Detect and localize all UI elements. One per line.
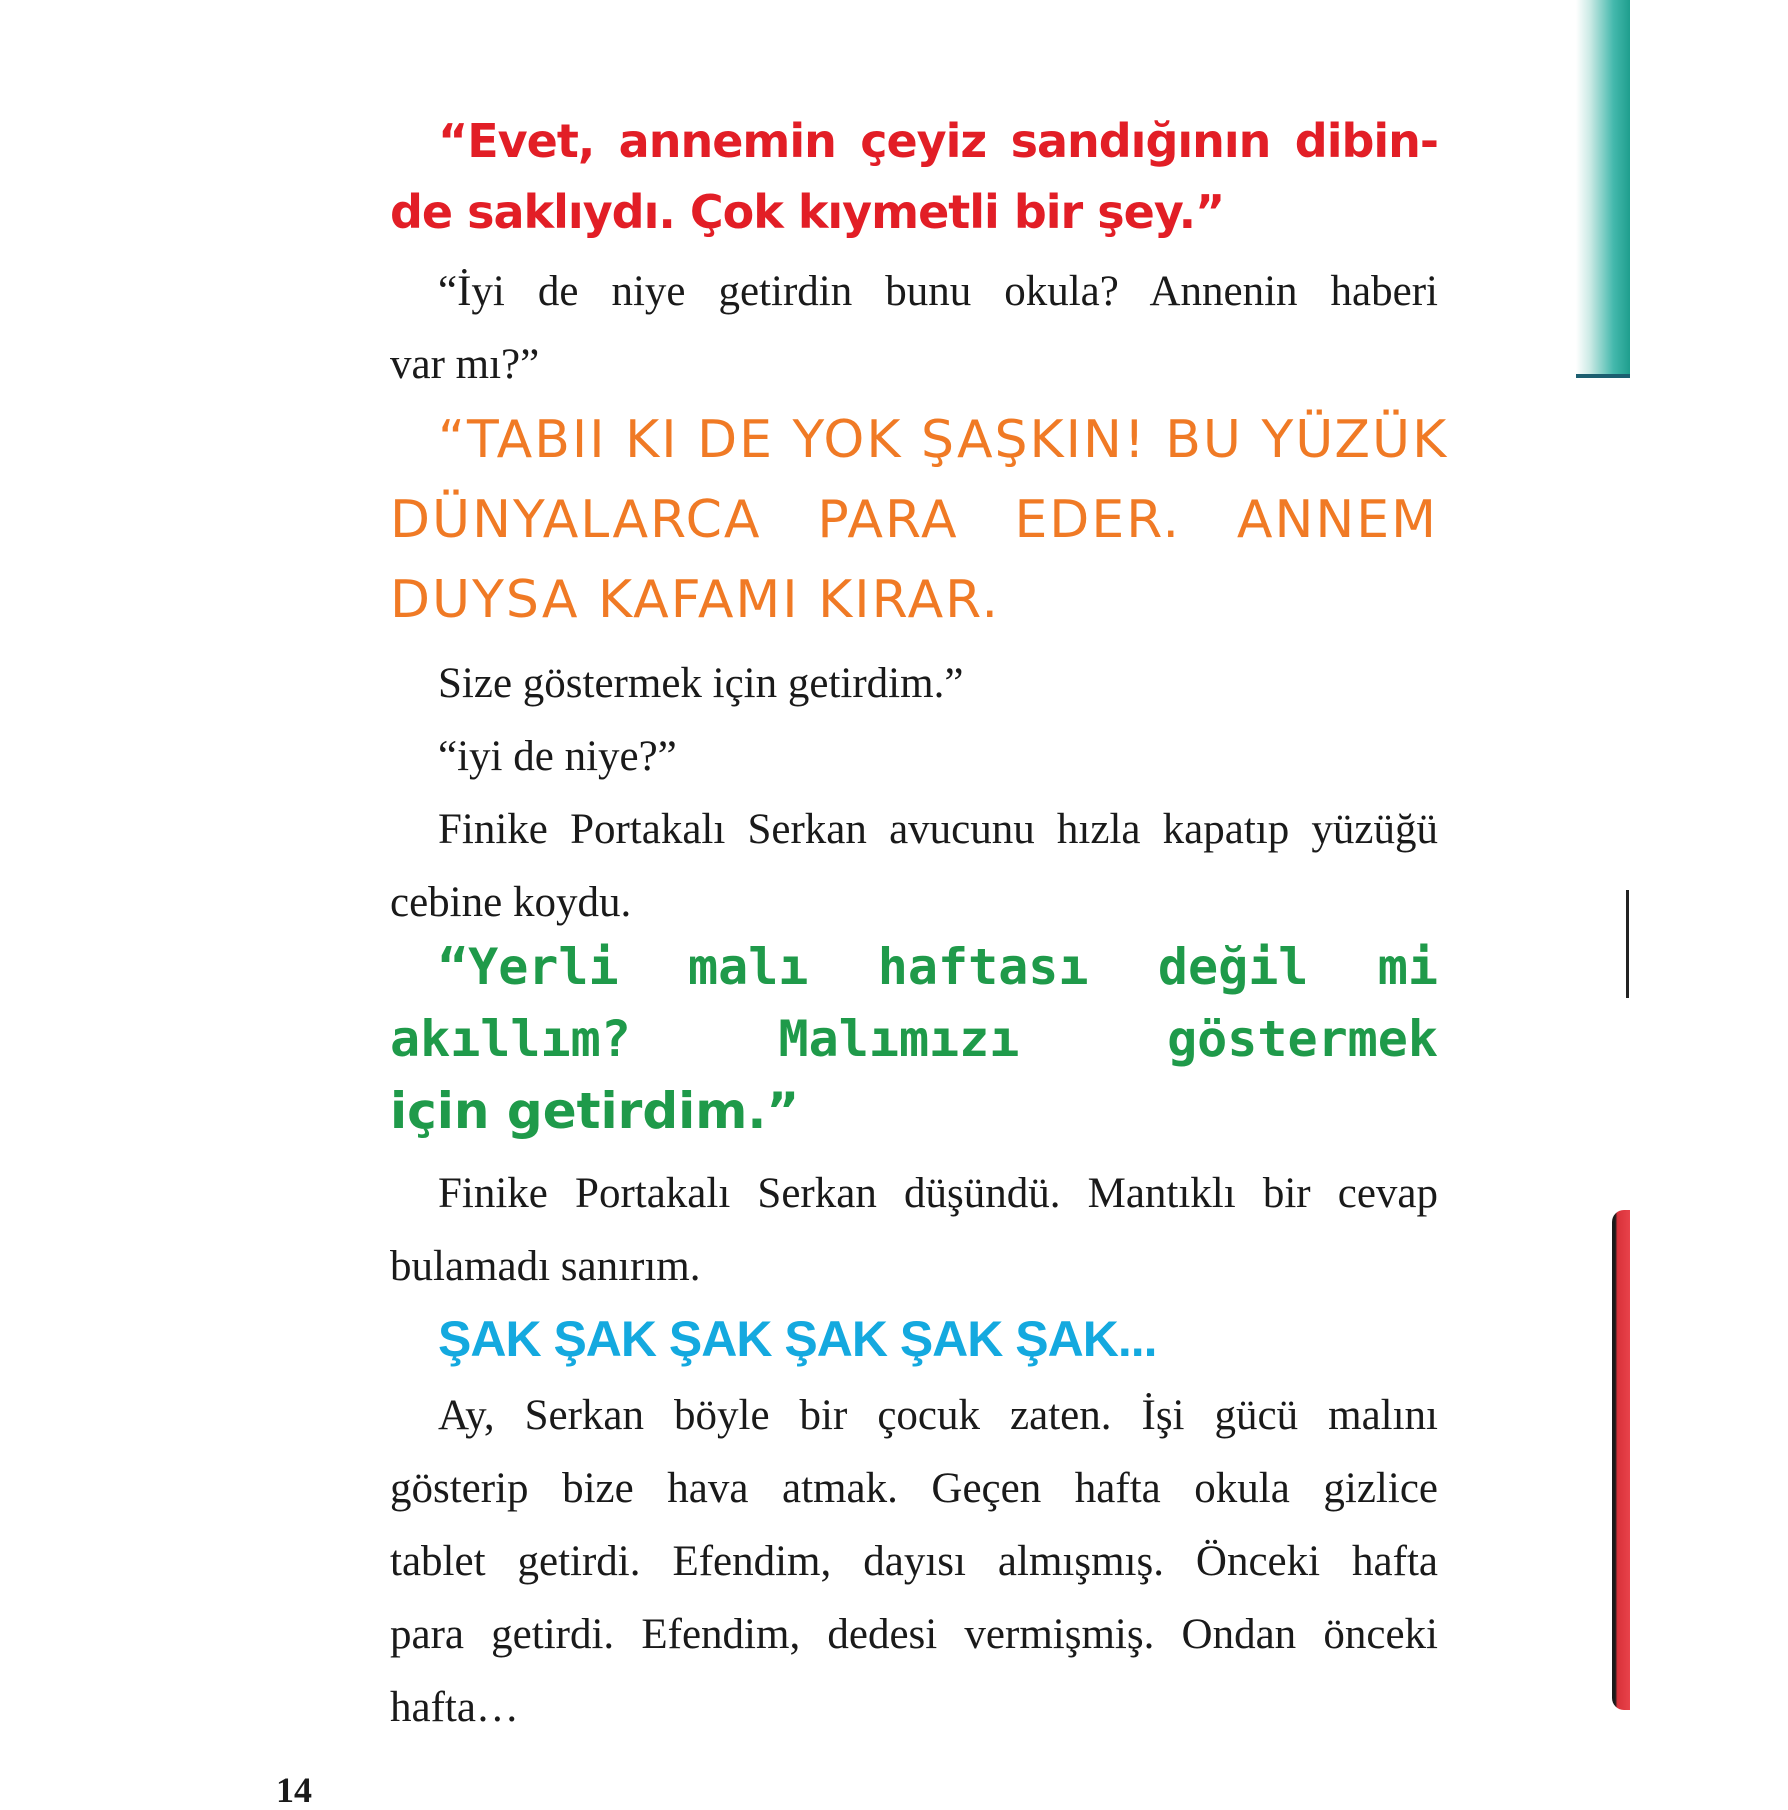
green-speech-line-2: akıllım? Malımızı göstermek: [390, 1010, 1438, 1068]
orange-speech-line-1: “TABII KI DE YOK ŞAŞKIN! BU YÜZÜK: [438, 410, 1449, 470]
body-line: cebine koydu.: [390, 879, 632, 926]
edge-illustration-red: [1612, 1210, 1630, 1710]
body-line: var mı?”: [390, 341, 540, 388]
body-line: Size göstermek için getirdim.”: [438, 660, 964, 707]
green-speech-line-1: “Yerli malı haftası değil mi: [438, 938, 1438, 996]
edge-illustration-line: [1576, 374, 1630, 378]
red-speech-line-2: de saklıydı. Çok kıymetli bir şey.”: [390, 185, 1225, 239]
sound-effect-text: ŞAK ŞAK ŞAK ŞAK ŞAK ŞAK...: [438, 1311, 1157, 1367]
red-speech-line-1: “Evet, annemin çeyiz sandığının dibin-: [438, 114, 1438, 168]
body-line: Finike Portakalı Serkan düşündü. Mantıklı bir cevap: [438, 1170, 1438, 1217]
body-line: “iyi de niye?”: [438, 733, 677, 780]
page-number: 14: [276, 1770, 312, 1810]
body-line: hafta…: [390, 1684, 519, 1731]
edge-illustration-stroke: [1626, 890, 1629, 998]
body-line: gösterip bize hava atmak. Geçen hafta okula gizlice: [390, 1465, 1438, 1512]
body-line: bulamadı sanırım.: [390, 1243, 701, 1290]
edge-illustration-teal: [1576, 0, 1630, 378]
body-line: tablet getirdi. Efendim, dayısı almışmış. Önceki hafta: [390, 1538, 1438, 1585]
orange-speech-line-2: DÜNYALARCA PARA EDER. ANNEM: [390, 490, 1438, 550]
green-speech-line-3: için getirdim.”: [390, 1082, 800, 1140]
body-line: Ay, Serkan böyle bir çocuk zaten. İşi gücü malını: [438, 1392, 1438, 1439]
orange-speech-line-3: DUYSA KAFAMI KIRAR.: [390, 570, 1000, 630]
body-line: “İyi de niye getirdin bunu okula? Annenin haberi: [438, 268, 1438, 315]
body-line: Finike Portakalı Serkan avucunu hızla kapatıp yüzüğü: [438, 806, 1438, 853]
body-line: para getirdi. Efendim, dedesi vermişmiş. Ondan önceki: [390, 1611, 1438, 1658]
